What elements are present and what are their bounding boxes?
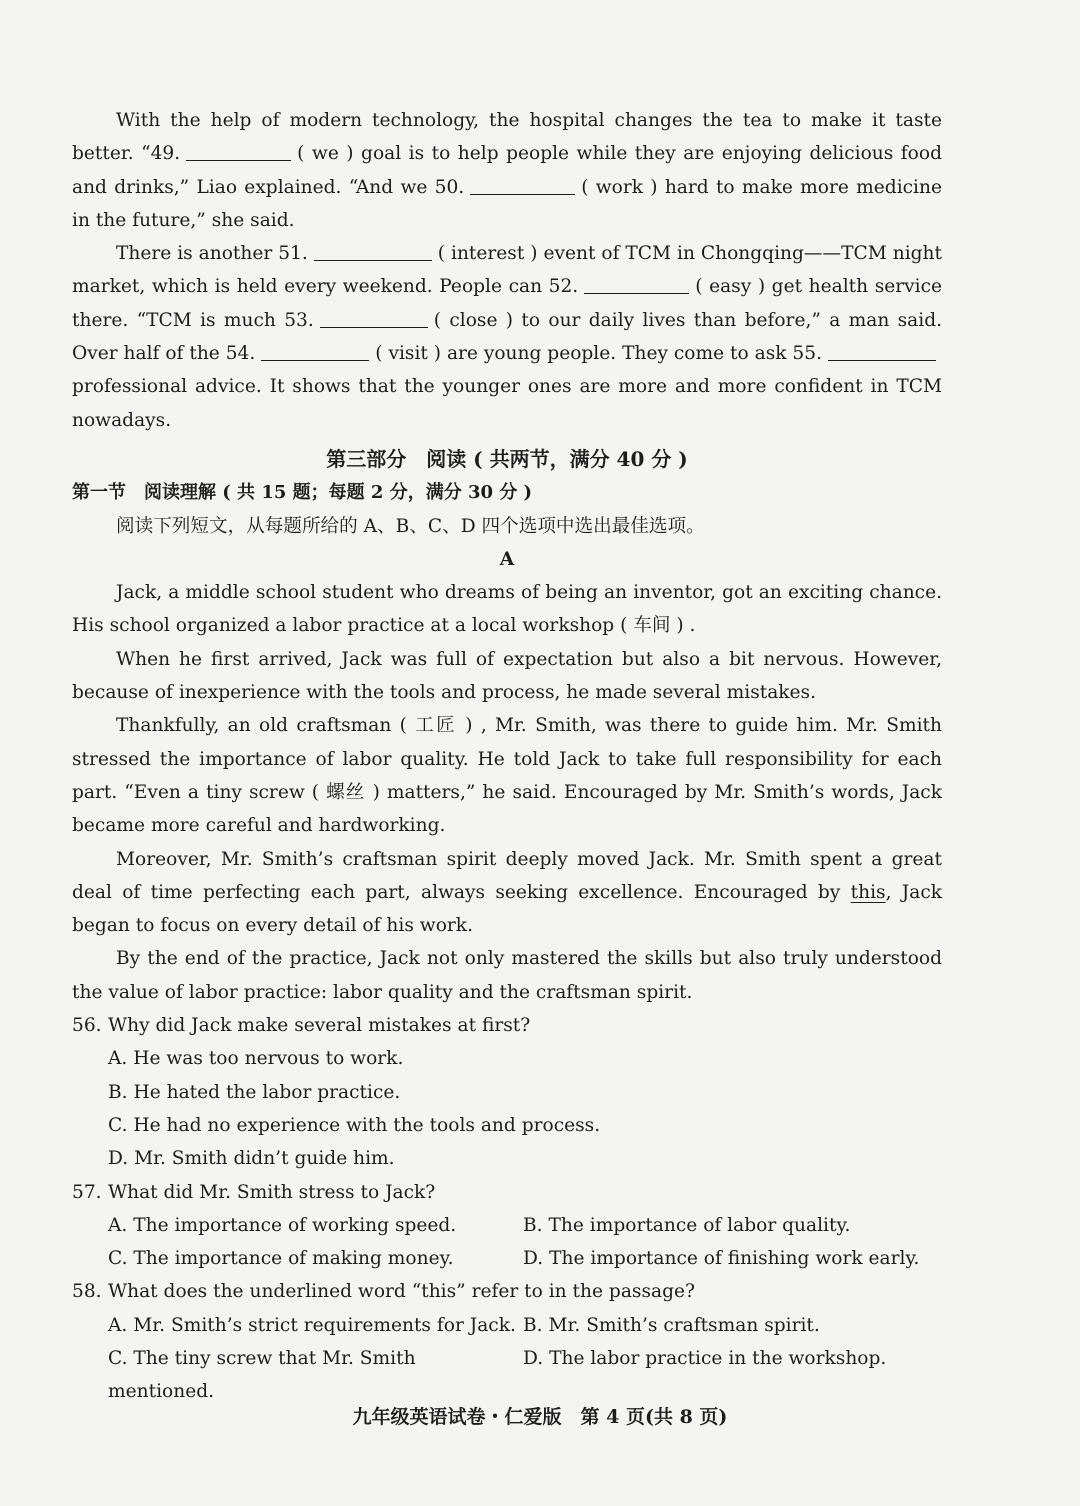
cloze-paragraph-1: With the help of modern technology, the hospital changes the tea to make it taste better. “49. ( we ) goal is to help people while they are enjoying delicious food and drinks,” Liao explained. “And we 50. ( work ) hard to make more medicine in the future,” she said. (72, 110, 942, 231)
underlined-word-this: this (850, 881, 886, 903)
passage-paragraph-1: Jack, a middle school student who dreams of being an inventor, got an exciting chance. His school organized a labor practice at a local workshop ( 车间 ) . (72, 582, 942, 637)
answer-blank-53[interactable] (320, 305, 428, 328)
question-text: Why did Jack make several mistakes at first? (108, 1015, 531, 1037)
option-b[interactable]: B. Mr. Smith’s craftsman spirit. (523, 1314, 820, 1336)
option-c[interactable]: C. The tiny screw that Mr. Smith mentioned. (108, 1347, 416, 1403)
option-d[interactable]: D. The importance of finishing work early. (523, 1248, 920, 1270)
question-number: 57. (72, 1181, 102, 1203)
question-text: What does the underlined word “this” refer to in the passage? (108, 1281, 695, 1303)
answer-blank-49[interactable] (186, 138, 291, 161)
answer-blank-50[interactable] (470, 172, 575, 195)
passage-paragraph-5: By the end of the practice, Jack not only mastered the skills but also truly understood the value of labor practice: labor quality and the craftsman spirit. (72, 948, 942, 1003)
question-57 (72, 1176, 942, 1276)
answer-blank-55[interactable] (828, 338, 936, 361)
question-58 (72, 1275, 942, 1408)
passage-paragraph-2: When he first arrived, Jack was full of expectation but also a bit nervous. However, because of inexperience with the tools and process, he made several mistakes. (72, 648, 942, 704)
option-d[interactable]: D. The labor practice in the workshop. (523, 1347, 887, 1369)
option-a[interactable]: A. Mr. Smith’s strict requirements for Jack. (108, 1314, 516, 1336)
passage-paragraph-4: Moreover, Mr. Smith’s craftsman spirit deeply moved Jack. Mr. Smith spent a great deal of time perfecting each part, always seeking excellence. Encouraged by this, Jack began to focus on every detail of his work. (72, 848, 943, 937)
option-a[interactable]: A. He was too nervous to work. (108, 1048, 404, 1070)
question-number: 58. (72, 1281, 102, 1303)
part3-heading: 第三部分 阅读 ( 共两节，满分 40 分 ) (326, 446, 688, 471)
option-c[interactable]: C. He had no experience with the tools and process. (108, 1114, 601, 1136)
answer-blank-52[interactable] (584, 271, 689, 294)
section1-title: 第一节 阅读理解 ( 共 15 题；每题 2 分，满分 30 分 ) (72, 482, 533, 504)
option-c[interactable]: C. The importance of making money. (108, 1248, 454, 1270)
passage-paragraph-3: Thankfully, an old craftsman ( 工匠 ) , Mr. Smith, was there to guide him. Mr. Smith stressed the importance of labor quality. He told Jack to take full responsibility for each part. “Even a tiny screw ( 螺丝 ) matters,” he said. Encouraged by Mr. Smith’s words, Jack became more careful and hardworking. (72, 715, 942, 837)
page-content (72, 104, 942, 1409)
option-b[interactable]: B. The importance of labor quality. (523, 1214, 851, 1236)
question-56 (72, 1009, 942, 1175)
option-b[interactable]: B. He hated the labor practice. (108, 1081, 401, 1103)
page-footer: 九年级英语试卷・仁爱版 第 4 页(共 8 页) (352, 1406, 728, 1428)
cloze-paragraph-2: There is another 51. ( interest ) event of TCM in Chongqing——TCM night market, which is held every weekend. People can 52. ( easy ) get health service there. “TCM is much 53. ( close ) to our daily lives than before,” a man said. Over half of the 54. ( visit ) are young people. They come to ask 55.professional advice. It shows that the younger ones are more and more confident in TCM nowadays. (72, 237, 942, 437)
option-a[interactable]: A. The importance of working speed. (108, 1214, 457, 1236)
question-text: What did Mr. Smith stress to Jack? (108, 1181, 436, 1203)
option-d[interactable]: D. Mr. Smith didn’t guide him. (108, 1148, 395, 1170)
passage-label: A (499, 548, 515, 570)
answer-blank-51[interactable] (314, 238, 432, 261)
reading-instruction: 阅读下列短文，从每题所给的 A、B、C、D 四个选项中选出最佳选项。 (116, 515, 705, 537)
question-number: 56. (72, 1015, 102, 1037)
answer-blank-54[interactable] (261, 338, 369, 361)
